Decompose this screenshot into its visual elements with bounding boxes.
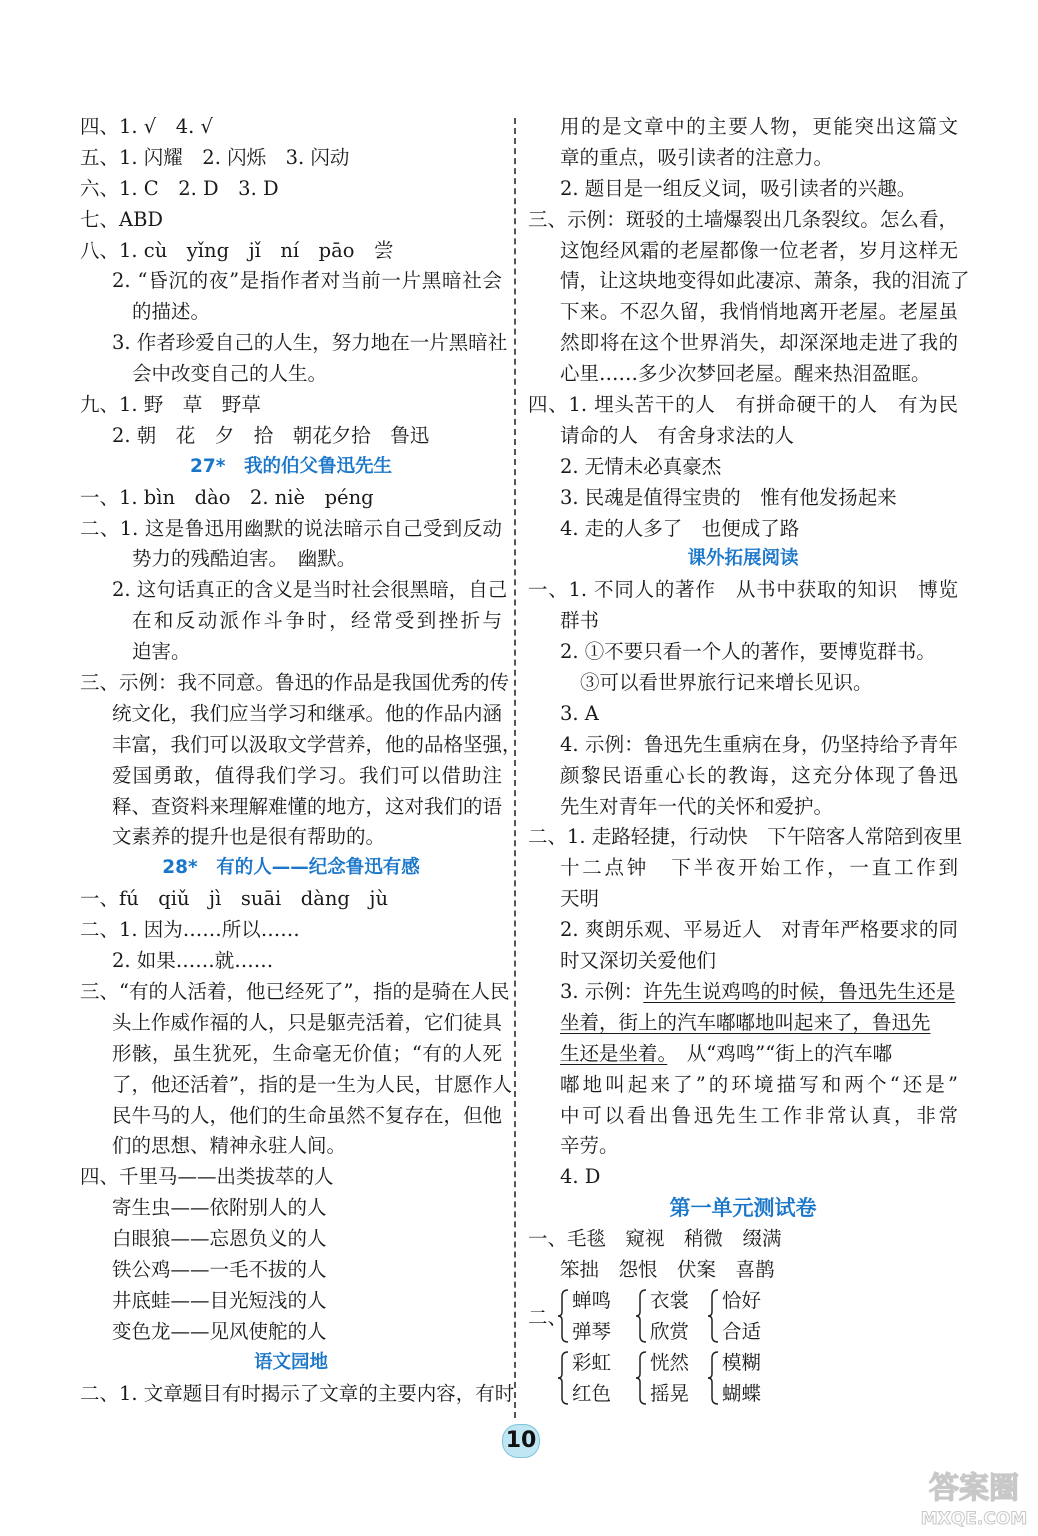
item-prefix: 3. 示例： <box>560 979 644 1003</box>
answer-line: 2. “昏沉的夜”是指作者对当前一片黑暗社会 <box>112 269 502 293</box>
column-divider <box>514 118 516 1418</box>
answer-line: 天明 <box>560 887 600 911</box>
answer-line: 变色龙——见风使舵的人 <box>112 1319 327 1343</box>
brace-icon <box>634 1350 648 1406</box>
answer-line: 2. 题目是一组反义词，吸引读者的兴趣。 <box>560 176 917 200</box>
answer-line <box>528 977 958 1008</box>
answer-line: 2. 爽朗乐观、平易近人 对青年严格要求的同 <box>560 918 958 942</box>
answer-line: 一、1. bìn dào 2. niè péng <box>80 485 374 509</box>
section-heading: 第一单元测试卷 <box>669 1196 817 1221</box>
answer-line: 八、1. cù yǐng jǐ ní pāo 尝 <box>80 238 394 262</box>
answer-text: 从“鸡鸣”“街上的汽车嘟 <box>667 1041 893 1065</box>
answer-line: 情，让这块地变得如此凄凉、萧条，我的泪流了 <box>560 269 970 293</box>
section-heading: 27* 我的伯父鲁迅先生 <box>190 455 392 477</box>
brace-row <box>528 1348 958 1410</box>
word: 彩虹 <box>572 1350 612 1374</box>
word: 蝉鸣 <box>572 1288 612 1312</box>
answer-line: 会中改变自己的人生。 <box>132 362 328 386</box>
brace-icon <box>706 1350 720 1406</box>
answer-line: 2. 无情未必真豪杰 <box>560 454 722 478</box>
answer-line: 的描述。 <box>132 300 211 324</box>
word: 红色 <box>572 1381 612 1405</box>
answer-line: 2. 如果……就…… <box>112 949 274 973</box>
underlined-quote: 坐着，街上的汽车嘟嘟地叫起来了，鲁迅先 <box>560 1010 931 1034</box>
watermark-logo <box>918 1458 1030 1532</box>
answer-line: 章的重点，吸引读者的注意力。 <box>560 145 834 169</box>
answer-line: 五、1. 闪耀 2. 闪烁 3. 闪动 <box>80 145 350 169</box>
answer-line: 3. 民魂是值得宝贵的 惟有他发扬起来 <box>560 485 897 509</box>
answer-line: 民牛马的人，他们的生命虽然不复存在，但他 <box>112 1103 503 1127</box>
section-heading: 28* 有的人——纪念鲁迅有感 <box>162 857 420 879</box>
answer-line: 用的是文章中的主要人物，更能突出这篇文 <box>560 115 958 138</box>
answer-line: 三、“有的人活着，他已经死了”，指的是骑在人民 <box>80 979 510 1003</box>
brace-row <box>528 1286 958 1348</box>
answer-line: 2. 朝 花 夕 拾 朝花夕拾 鲁迅 <box>112 423 430 447</box>
answer-line: 十二点钟 下半夜开始工作，一直工作到 <box>560 856 958 880</box>
word: 弹琴 <box>572 1319 612 1343</box>
answer-line: 3. 作者珍爱自己的人生，努力地在一片黑暗社 <box>112 331 508 355</box>
section-heading: 课外拓展阅读 <box>687 548 799 570</box>
answer-line: 迫害。 <box>132 640 191 664</box>
word: 欣赏 <box>650 1319 690 1343</box>
right-column <box>528 112 970 1410</box>
answer-line: 二、1. 这是鲁迅用幽默的说法暗示自己受到反动 <box>80 516 502 540</box>
brace-icon <box>706 1288 720 1344</box>
brace-icon <box>556 1350 570 1406</box>
answer-line: 一、毛毯 窥视 稍微 缀满 <box>528 1227 782 1251</box>
answer-line: 寄生虫——依附别人的人 <box>112 1196 327 1220</box>
word: 恰好 <box>722 1288 762 1312</box>
word: 蝴蝶 <box>722 1381 762 1405</box>
answer-line: 统文化，我们应当学习和继承。他的作品内涵 <box>112 701 503 725</box>
answer-line: 下来。不忍久留，我悄悄地离开老屋。老屋虽 <box>560 300 958 324</box>
answer-line: 二、1. 走路轻捷，行动快 下午陪客人常陪到夜里 <box>528 825 963 849</box>
answer-line: 文素养的提升也是很有帮助的。 <box>112 825 386 849</box>
watermark-url: MXQE.COM <box>920 1509 1028 1529</box>
answer-line <box>528 1039 958 1070</box>
word: 摇晃 <box>650 1381 690 1405</box>
answer-line: 井底蛙——目光短浅的人 <box>112 1288 327 1312</box>
answer-line: 2. 这句话真正的含义是当时社会很黑暗，自己 <box>112 578 508 602</box>
answer-line: 三、示例：斑驳的土墙爆裂出几条裂纹。怎么看， <box>528 207 958 231</box>
answer-line: 在和反动派作斗争时，经常受到挫折与 <box>132 609 502 633</box>
answer-line: 辛劳。 <box>560 1134 619 1158</box>
item-prefix: 二、 <box>528 1305 568 1329</box>
answer-line: 白眼狼——忘恩负义的人 <box>112 1227 327 1251</box>
underlined-quote: 许先生说鸡鸣的时候，鲁迅先生还是 <box>643 979 956 1003</box>
answer-line: 头上作威作福的人，只是躯壳活着，它们徒具 <box>112 1010 503 1034</box>
answer-line: 势力的残酷迫害。 幽默。 <box>132 547 357 571</box>
answer-line: 二、1. 因为……所以…… <box>80 918 300 942</box>
answer-line: 三、示例：我不同意。鲁迅的作品是我国优秀的传 <box>80 671 510 695</box>
answer-line: 3. A <box>560 701 599 725</box>
answer-line: 一、1. 不同人的著作 从书中获取的知识 博览 <box>528 578 958 602</box>
brace-icon <box>634 1288 648 1344</box>
answer-line: 然即将在这个世界消失，却深深地走进了我的 <box>560 331 958 355</box>
word: 模糊 <box>722 1350 762 1374</box>
answer-line: 丰富，我们可以汲取文学营养，他的品格坚强， <box>112 732 522 756</box>
underlined-quote: 生还是坐着。 <box>560 1041 668 1065</box>
answer-line: 时又深切关爱他们 <box>560 949 717 973</box>
answer-line: 笨拙 怨恨 伏案 喜鹊 <box>560 1257 775 1281</box>
answer-line: 了，他还活着”，指的是一生为人民，甘愿作人 <box>112 1072 512 1096</box>
answer-line: 四、1. 埋头苦干的人 有拼命硬干的人 有为民 <box>528 393 958 417</box>
answer-line: 九、1. 野 草 野草 <box>80 393 261 417</box>
answer-line: 铁公鸡——一毛不拔的人 <box>112 1257 327 1281</box>
answer-line: 二、1. 文章题目有时揭示了文章的主要内容，有时 <box>80 1381 515 1405</box>
page-number: 10 <box>502 1424 540 1458</box>
answer-line: 先生对青年一代的关怀和爱护。 <box>560 794 834 818</box>
answer-line: 心里……多少次梦回老屋。醒来热泪盈眶。 <box>560 362 931 386</box>
answer-line: 中可以看出鲁迅先生工作非常认真，非常 <box>560 1103 958 1127</box>
answer-line: 七、ABD <box>80 207 164 231</box>
answer-line: 4. 示例：鲁迅先生重病在身，仍坚持给予青年 <box>560 732 958 756</box>
watermark-text: 答案圈 <box>929 1471 1019 1506</box>
answer-line: 请命的人 有舍身求法的人 <box>560 423 795 447</box>
answer-line: 六、1. C 2. D 3. D <box>80 176 279 200</box>
answer-line: 嘟地叫起来了”的环境描写和两个“还是” <box>560 1072 958 1096</box>
answer-line: 颜黎民语重心长的教诲，这充分体现了鲁迅 <box>560 763 958 787</box>
answer-line: 4. 走的人多了 也便成了路 <box>560 516 800 540</box>
word: 恍然 <box>650 1350 690 1374</box>
answer-line: ③可以看世界旅行记来增长见识。 <box>580 671 873 695</box>
answer-line: 四、千里马——出类拔萃的人 <box>80 1165 334 1189</box>
answer-line: 一、fú qiǔ jì suāi dàng jù <box>80 887 389 911</box>
section-heading: 语文园地 <box>253 1351 328 1373</box>
brace-icon <box>556 1288 570 1344</box>
answer-line: 形骸，虽生犹死，生命毫无价值；“有的人死 <box>112 1041 502 1065</box>
answer-line: 爱国勇敢，值得我们学习。我们可以借助注 <box>112 763 502 787</box>
left-column <box>80 112 522 1409</box>
word: 衣裳 <box>650 1288 690 1312</box>
answer-line: 释、查资料来理解难懂的地方，这对我们的语 <box>112 794 503 818</box>
answer-line <box>528 1008 958 1039</box>
answer-line: 群书 <box>560 609 600 633</box>
answer-line: 这饱经风霜的老屋都像一位老者，岁月这样无 <box>560 238 958 262</box>
word: 合适 <box>722 1319 762 1343</box>
answer-line: 2. ①不要只看一个人的著作，要博览群书。 <box>560 640 936 664</box>
answer-line: 们的思想、精神永驻人间。 <box>112 1134 347 1158</box>
answer-line: 四、1. √ 4. √ <box>80 115 213 138</box>
answer-line: 4. D <box>560 1165 601 1189</box>
